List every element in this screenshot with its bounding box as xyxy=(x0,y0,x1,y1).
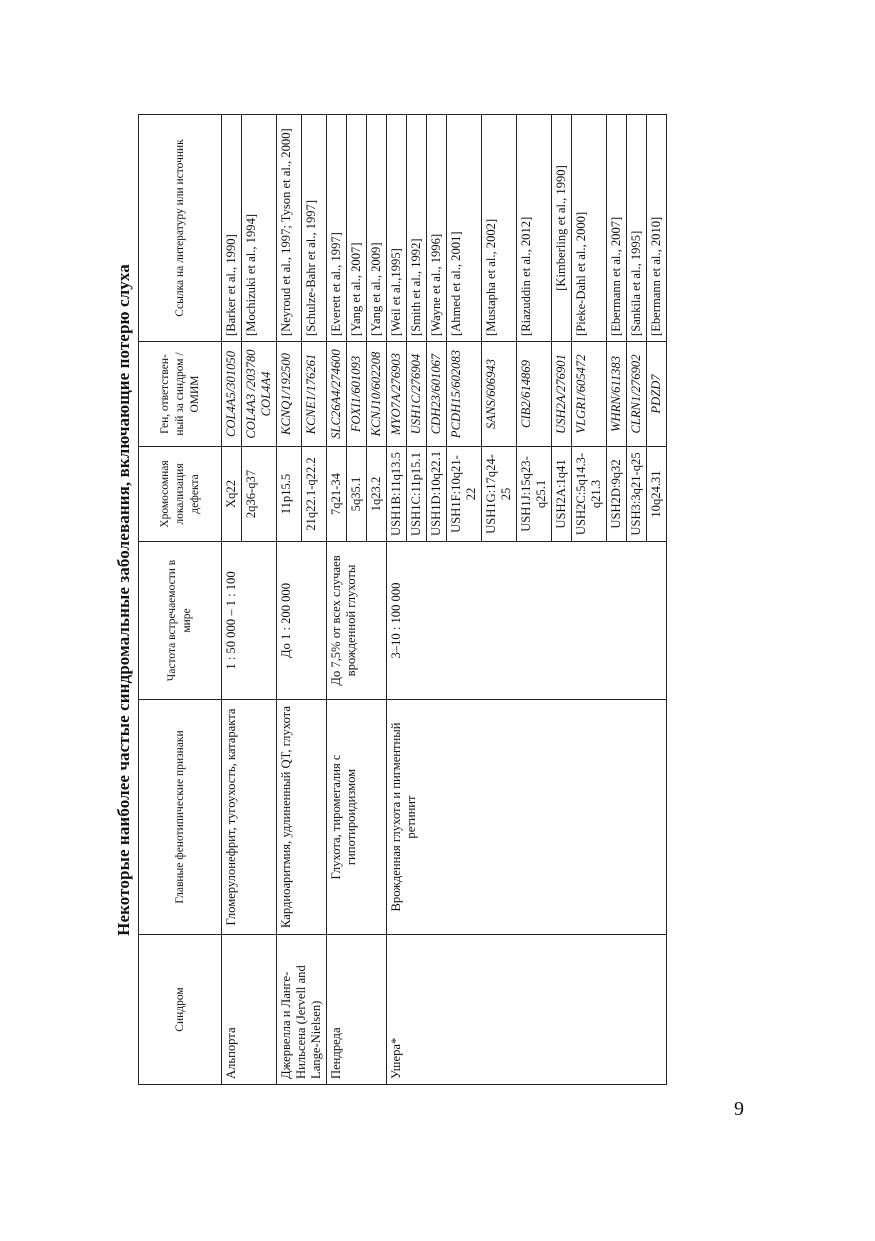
gene-cell: WHRN/611383 xyxy=(607,342,627,447)
header-features: Главные фенотипические признаки xyxy=(139,700,222,935)
locus-cell: USH1G:17q24-25 xyxy=(482,447,517,542)
header-locus: Хромосомная локализация дефекта xyxy=(139,447,222,542)
gene-cell: SLC26A4/274600 xyxy=(327,342,347,447)
header-row xyxy=(139,115,222,1085)
locus-cell: 11p15.5 xyxy=(277,447,302,542)
gene-cell: COL4A5/301050 xyxy=(222,342,242,447)
locus-cell: USH1B:11q13.5 xyxy=(387,447,407,542)
locus-cell: USH2C:5q14.3-q21.3 xyxy=(572,447,607,542)
gene-cell: COL4A3 /203780 COL4A4 xyxy=(242,342,277,447)
gene-cell: CLRN1/276902 xyxy=(627,342,647,447)
gene-cell: FOXI1/601093 xyxy=(347,342,367,447)
ref-cell: [Yang et al., 2007] xyxy=(347,115,367,342)
header-syndrome: Синдром xyxy=(139,935,222,1085)
syndrome-cell: Ушера* xyxy=(387,935,667,1085)
syndromes-table xyxy=(138,114,667,1085)
ref-cell: [Pieke-Dahl et al., 2000] xyxy=(572,115,607,342)
ref-cell: [Wayne et al., 1996] xyxy=(427,115,447,342)
gene-cell: MYO7A/276903 xyxy=(387,342,407,447)
locus-cell: USH1J:15q23-q25.1 xyxy=(517,447,552,542)
ref-cell: [Schulze-Bahr et al., 1997] xyxy=(302,115,327,342)
ref-cell: [Ahmed et al., 2001] xyxy=(447,115,482,342)
gene-cell: CDH23/601067 xyxy=(427,342,447,447)
header-gene: Ген, ответствен-ный за синдром / ОМИМ xyxy=(139,342,222,447)
locus-cell: USH1F:10q21-22 xyxy=(447,447,482,542)
features-cell: Кардиоаритмия, удлиненный QT, глухота xyxy=(277,700,327,935)
gene-cell: USH1C/276904 xyxy=(407,342,427,447)
locus-cell: USH2A:1q41 xyxy=(552,447,572,542)
rotated-page xyxy=(110,115,744,1085)
table-row xyxy=(387,115,407,1085)
frequency-cell: До 1 : 200 000 xyxy=(277,542,327,700)
locus-cell: 1q23.2 xyxy=(367,447,387,542)
locus-cell: USH2D:9q32 xyxy=(607,447,627,542)
gene-cell: KCNJ10/602208 xyxy=(367,342,387,447)
locus-cell: 7q21-34 xyxy=(327,447,347,542)
header-frequency: Частота встречаемости в мире xyxy=(139,542,222,700)
ref-cell: [Mustapha et al., 2002] xyxy=(482,115,517,342)
locus-cell: 21q22.1-q22.2 xyxy=(302,447,327,542)
gene-cell: KCNQ1/192500 xyxy=(277,342,302,447)
gene-cell: KCNE1/176261 xyxy=(302,342,327,447)
features-cell: Глухота, тиромегалия с гипотироидизмом xyxy=(327,700,387,935)
ref-cell: [Everett et al., 1997] xyxy=(327,115,347,342)
frequency-cell: До 7,5% от всех случаев врожденной глухоты xyxy=(327,542,387,700)
frequency-cell: 3–10 : 100 000 xyxy=(387,542,667,700)
table-row xyxy=(277,115,302,1085)
locus-cell: USH1D:10q22.1 xyxy=(427,447,447,542)
ref-cell: [Smith et al., 1992] xyxy=(407,115,427,342)
syndrome-cell: Пендреда xyxy=(327,935,387,1085)
ref-cell: [Sankila et al., 1995] xyxy=(627,115,647,342)
syndrome-cell: Альпорта xyxy=(222,935,277,1085)
ref-cell: [Ebermann et al., 2010] xyxy=(647,115,667,342)
header-ref: Ссылка на литературу или источник xyxy=(139,115,222,342)
gene-cell: USH2A/276901 xyxy=(552,342,572,447)
table-row xyxy=(327,115,347,1085)
frequency-cell: 1 : 50 000 – 1 : 100 xyxy=(222,542,277,700)
ref-cell: [Riazuddin et al., 2012] xyxy=(517,115,552,342)
ref-cell: [Kimberling et al., 1990] xyxy=(552,115,572,342)
page-number: 9 xyxy=(734,1098,744,1120)
ref-cell: [Yang et al., 2009] xyxy=(367,115,387,342)
locus-cell: 10q24.31 xyxy=(647,447,667,542)
gene-cell: SANS/606943 xyxy=(482,342,517,447)
locus-cell: 5q35.1 xyxy=(347,447,367,542)
gene-cell: PDZD7 xyxy=(647,342,667,447)
ref-cell: [Ebermann et al., 2007] xyxy=(607,115,627,342)
ref-cell: [Barker et al., 1990] xyxy=(222,115,242,342)
locus-cell: 2q36-q37 xyxy=(242,447,277,542)
locus-cell: Xq22 xyxy=(222,447,242,542)
features-cell: Врожденная глухота и пигментный ретинит xyxy=(387,700,667,935)
syndrome-cell: Джервелла и Ланге-Нильсена (Jervell and Lange-Nielsen) xyxy=(277,935,327,1085)
gene-cell: PCDH15/602083 xyxy=(447,342,482,447)
table-row xyxy=(222,115,242,1085)
locus-cell: USH1C:11p15.1 xyxy=(407,447,427,542)
table-title: Некоторые наиболее частые синдромальные заболевания, включающие потерю слуха xyxy=(114,264,133,936)
ref-cell: [Mochizuki et al., 1994] xyxy=(242,115,277,342)
gene-cell: CIB2/614869 xyxy=(517,342,552,447)
ref-cell: [Neyroud et al., 1997; Tyson et al., 2000] xyxy=(277,115,302,342)
locus-cell: USH3:3q21-q25 xyxy=(627,447,647,542)
features-cell: Гломерулонефрит, тугоухость, катаракта xyxy=(222,700,277,935)
ref-cell: [Weil et al.,1995] xyxy=(387,115,407,342)
gene-cell: VLGR1/605472 xyxy=(572,342,607,447)
